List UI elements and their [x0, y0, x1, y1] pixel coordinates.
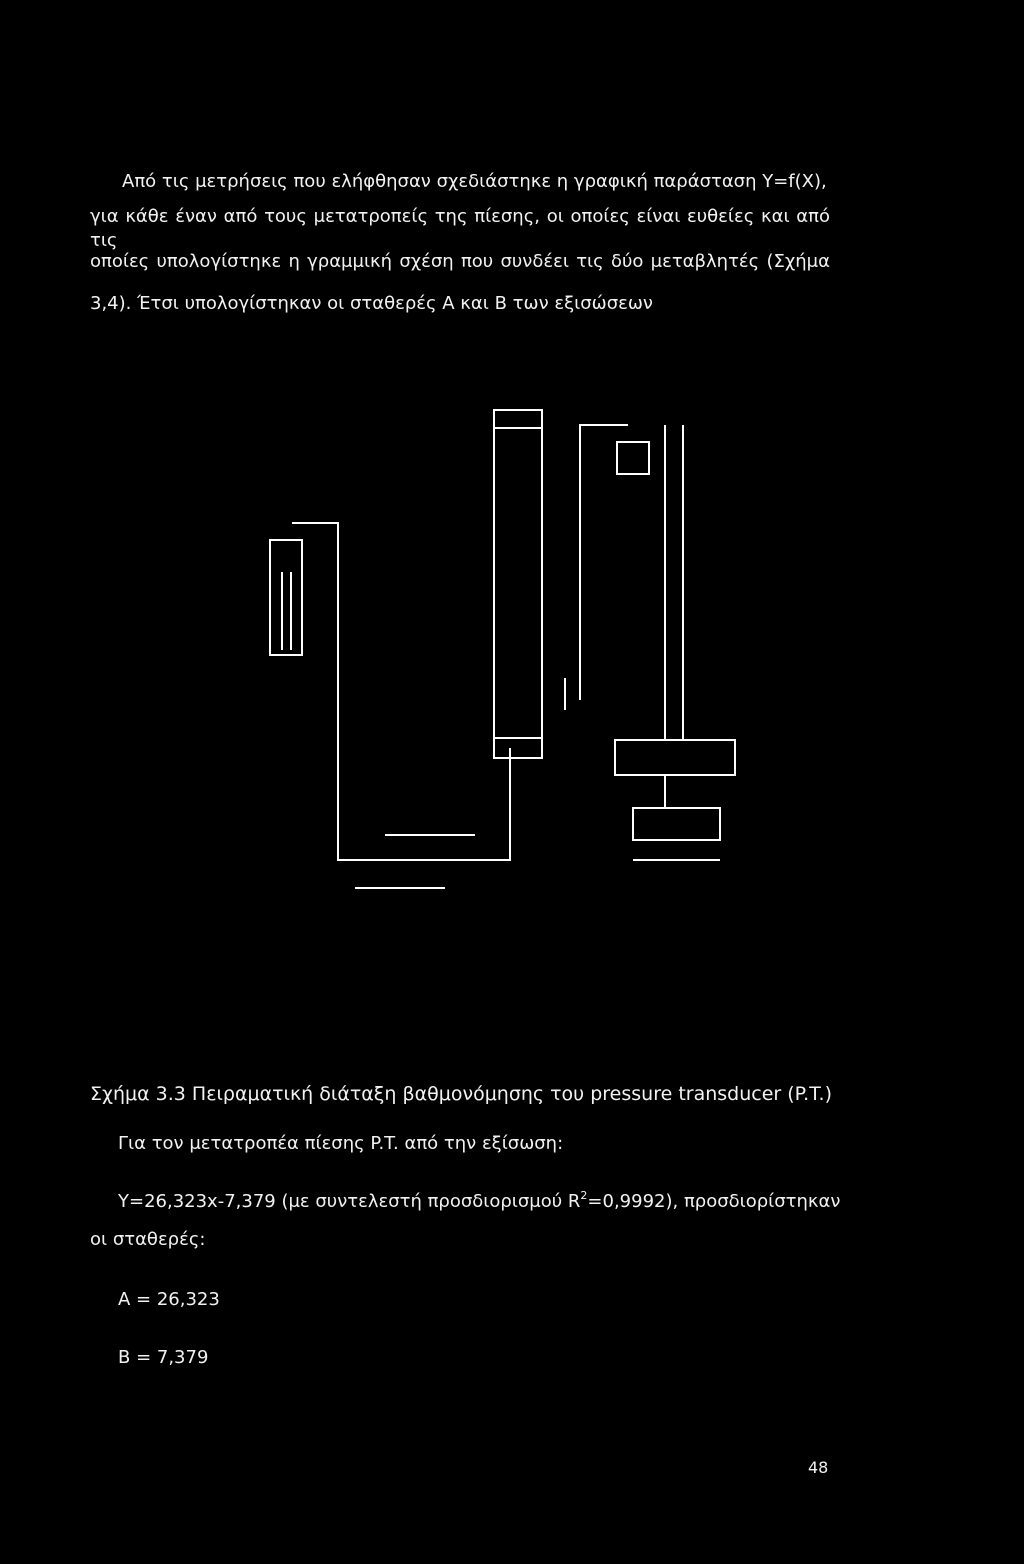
page-number: 48	[808, 1458, 829, 1477]
paragraph-line-3: οποίες υπολογίστηκε η γραμμική σχέση που συνδέει τις δύο μεταβλητές (Σχήμα	[90, 251, 830, 272]
constant-b: B = 7,379	[118, 1347, 209, 1368]
transducer-intro: Για τον μετατροπέα πίεσης P.T. από την εξίσωση:	[118, 1133, 564, 1154]
piston-weight-block	[615, 740, 735, 775]
pipe-line	[292, 523, 510, 860]
equation-continuation: οι σταθερές:	[90, 1229, 206, 1250]
gauge-window	[617, 442, 649, 474]
paragraph-line-4: 3,4). Έτσι υπολογίστηκαν οι σταθερές Α και Β των εξισώσεων	[90, 293, 653, 314]
central-cylinder	[494, 410, 542, 758]
u-tube-outline	[270, 540, 302, 655]
constant-a: A = 26,323	[118, 1289, 220, 1310]
equation-prefix: Y=26,323x-7,379 (με συντελεστή προσδιορισμού R	[118, 1191, 581, 1212]
equation-suffix: =0,9992), προσδιορίστηκαν	[587, 1191, 841, 1212]
paragraph-line-1: Από τις μετρήσεις που ελήφθησαν σχεδιάστηκε η γραφική παράσταση Y=f(X),	[122, 171, 827, 192]
gauge-frame	[580, 425, 628, 700]
weight-base	[633, 808, 720, 840]
equation-superscript: 2	[580, 1189, 588, 1202]
calibration-setup-diagram	[260, 400, 740, 900]
paragraph-line-2: για κάθε έναν από τους μετατροπείς της πίεσης, οι οποίες είναι ευθείες και από τις	[90, 206, 830, 251]
equation-line	[118, 1189, 841, 1214]
figure-caption: Σχήμα 3.3 Πειραματική διάταξη βαθμονόμησης του pressure transducer (P.T.)	[90, 1083, 833, 1105]
